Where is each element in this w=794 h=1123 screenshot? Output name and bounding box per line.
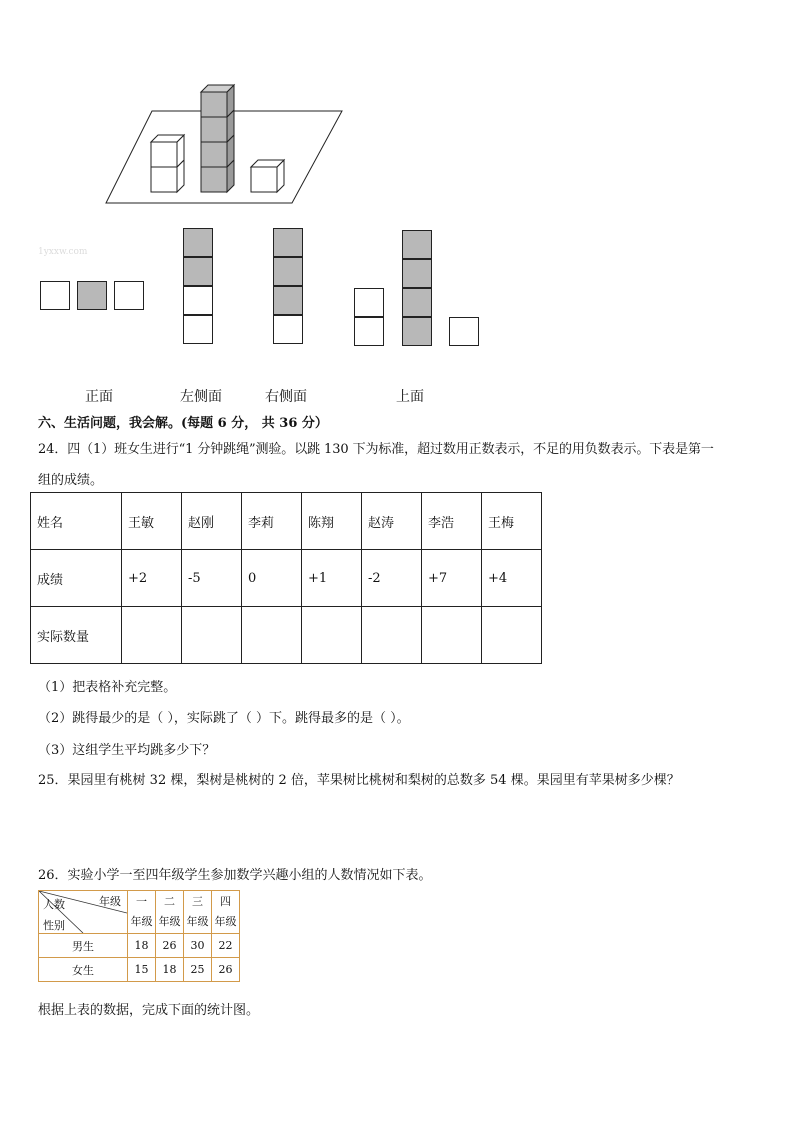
table-cell: 0: [242, 550, 302, 607]
table-cell: +7: [422, 550, 482, 607]
table-cell: 26: [156, 934, 184, 958]
row-label: 女生: [39, 958, 128, 982]
table-cell: 18: [128, 934, 156, 958]
table-cell[interactable]: [422, 607, 482, 664]
table-cell: +2: [122, 550, 182, 607]
table-cell: 李浩: [422, 493, 482, 550]
view-label-right: 右侧面: [265, 389, 307, 405]
q25-text: 25．果园里有桃树 32 棵，梨树是桃树的 2 倍，苹果树比桃树和梨树的总数多 54 棵。果园里有苹果树多少棵？: [38, 773, 680, 788]
q24-sub1: （1）把表格补充完整。: [38, 680, 177, 695]
grade-number: 一: [136, 895, 147, 908]
view-label-front: 正面: [85, 389, 113, 405]
left-cube-stack: [151, 135, 184, 192]
table-cell: 王敏: [122, 493, 182, 550]
view-label-left: 左侧面: [180, 389, 222, 405]
grade-header: [184, 891, 212, 934]
grade-number: 二: [164, 895, 175, 908]
table-cell: 实际数量: [31, 607, 122, 664]
grade-header: [212, 891, 240, 934]
table-cell: 15: [128, 958, 156, 982]
cube-stack-figure: [100, 80, 350, 210]
table-cell: 李莉: [242, 493, 302, 550]
table-cell: 26: [212, 958, 240, 982]
grade-number: 四: [220, 895, 231, 908]
table-cell[interactable]: [302, 607, 362, 664]
table-cell: 陈翔: [302, 493, 362, 550]
table-row: [39, 891, 240, 934]
table-row: [39, 934, 240, 958]
table-cell[interactable]: [482, 607, 542, 664]
table-cell: 18: [156, 958, 184, 982]
q26-interest-group-table: [38, 890, 240, 982]
middle-cube-stack: [201, 85, 234, 192]
view-label-top: 上面: [396, 389, 424, 405]
table-cell: 姓名: [31, 493, 122, 550]
table-cell: 22: [212, 934, 240, 958]
corner-count-label: 人数: [43, 898, 65, 911]
table-cell: 王梅: [482, 493, 542, 550]
table-cell: +1: [302, 550, 362, 607]
grade-unit: 年级: [158, 915, 181, 928]
table-cell: 赵刚: [182, 493, 242, 550]
corner-gender-label: 性别: [43, 919, 65, 932]
grade-header: [156, 891, 184, 934]
q24-score-table: [30, 492, 542, 664]
row-label: 男生: [39, 934, 128, 958]
table-cell: 赵涛: [362, 493, 422, 550]
table-corner-header: [39, 891, 128, 934]
q26-text: 26．实验小学一至四年级学生参加数学兴趣小组的人数情况如下表。: [38, 868, 432, 883]
table-row: [31, 607, 542, 664]
right-cube: [251, 160, 284, 192]
grade-header: [128, 891, 156, 934]
table-row: [39, 958, 240, 982]
q24-sub2: （2）跳得最少的是（ ），实际跳了（ ）下。跳得最多的是（ ）。: [38, 711, 410, 726]
q24-text-line2: 组的成绩。: [38, 473, 104, 488]
section-heading: 六、生活问题，我会解。(每题 6 分， 共 36 分）: [38, 416, 328, 431]
table-row: [31, 493, 542, 550]
grade-unit: 年级: [186, 915, 209, 928]
table-cell: 成绩: [31, 550, 122, 607]
table-cell[interactable]: [182, 607, 242, 664]
corner-grade-label: 年级: [99, 895, 121, 908]
table-cell: 30: [184, 934, 212, 958]
grade-number: 三: [192, 895, 203, 908]
q24-sub3: （3）这组学生平均跳多少下？: [38, 743, 216, 758]
grade-unit: 年级: [130, 915, 153, 928]
table-cell[interactable]: [362, 607, 422, 664]
watermark: 1yxxw.com: [38, 247, 88, 257]
table-cell: 25: [184, 958, 212, 982]
table-row: [31, 550, 542, 607]
q24-text-line1: 24．四（1）班女生进行“1 分钟跳绳”测验。以跳 130 下为标准，超过数用正数表示，不足的用负数表示。下表是第一: [38, 442, 714, 457]
table-cell: -2: [362, 550, 422, 607]
table-cell: +4: [482, 550, 542, 607]
table-cell[interactable]: [242, 607, 302, 664]
q26-after-text: 根据上表的数据，完成下面的统计图。: [38, 1003, 260, 1018]
table-cell: -5: [182, 550, 242, 607]
grade-unit: 年级: [214, 915, 237, 928]
table-cell[interactable]: [122, 607, 182, 664]
